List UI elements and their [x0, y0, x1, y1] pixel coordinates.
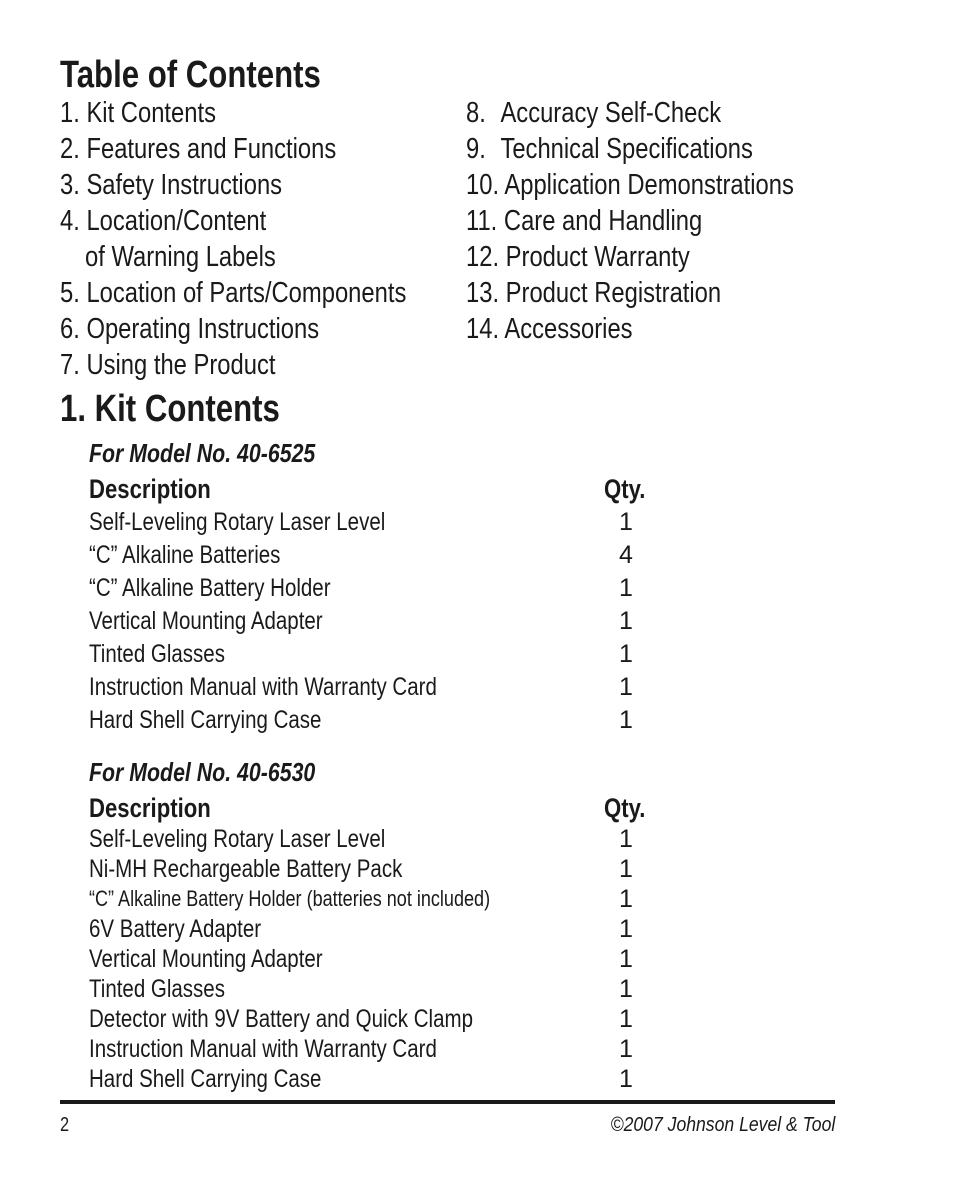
toc-item-product-registration[interactable]: 13. Product Registration	[466, 277, 722, 309]
list-item: Detector with 9V Battery and Quick Clamp 1	[89, 1005, 633, 1033]
list-item: Self-Leveling Rotary Laser Level 1	[89, 508, 633, 536]
toc-item-kit-contents[interactable]: 1. Kit Contents	[60, 97, 216, 129]
toc-item-operating-instructions[interactable]: 6. Operating Instructions	[60, 313, 320, 345]
kit-contents-title: 1. Kit Contents	[60, 388, 280, 430]
list-item: Instruction Manual with Warranty Card 1	[89, 1035, 633, 1063]
model-6525-heading: For Model No. 40-6525	[89, 438, 316, 468]
toc-item-using-the-product[interactable]: 7. Using the Product	[60, 349, 276, 381]
list-item: “C” Alkaline Battery Holder 1	[89, 574, 633, 602]
list-item: Hard Shell Carrying Case 1	[89, 706, 633, 734]
description-column-header: Description	[89, 474, 211, 504]
toc-item-location-of-parts[interactable]: 5. Location of Parts/Components	[60, 277, 407, 309]
toc-item-location-content[interactable]: 4. Location/Content	[60, 205, 267, 237]
model-6530-heading: For Model No. 40-6530	[89, 757, 316, 787]
qty-column-header: Qty.	[604, 474, 646, 504]
toc-item-safety-instructions[interactable]: 3. Safety Instructions	[60, 169, 283, 201]
toc-item-product-warranty[interactable]: 12. Product Warranty	[466, 241, 690, 273]
list-item: Ni-MH Rechargeable Battery Pack 1	[89, 855, 633, 883]
description-column-header: Description	[89, 793, 211, 823]
copyright-notice: ©2007 Johnson Level & Tool	[610, 1114, 835, 1136]
toc-title: Table of Contents	[60, 54, 321, 96]
model-6530-item-list	[89, 824, 649, 1094]
page-number: 2	[60, 1114, 70, 1136]
toc-item-accuracy-self-check[interactable]: 8. Accuracy Self-Check	[466, 97, 722, 129]
list-item: Hard Shell Carrying Case 1	[89, 1065, 633, 1093]
qty-column-header: Qty.	[604, 793, 646, 823]
list-item: “C” Alkaline Batteries 4	[89, 541, 633, 569]
toc-item-accessories[interactable]: 14. Accessories	[466, 313, 633, 345]
list-item: Tinted Glasses 1	[89, 975, 633, 1003]
toc-item-application-demonstrations[interactable]: 10. Application Demonstrations	[466, 169, 794, 201]
list-item: “C” Alkaline Battery Holder (batteries not included) 1	[89, 885, 633, 913]
footer-divider	[60, 1100, 835, 1104]
toc-item-technical-specifications[interactable]: 9. Technical Specifications	[466, 133, 753, 165]
list-item: Vertical Mounting Adapter 1	[89, 945, 633, 973]
list-item: Tinted Glasses 1	[89, 640, 633, 668]
model-6525-item-list	[89, 506, 649, 737]
toc-item-warning-labels-continued[interactable]: of Warning Labels	[85, 241, 276, 273]
list-item: Instruction Manual with Warranty Card 1	[89, 673, 633, 701]
list-item: Self-Leveling Rotary Laser Level 1	[89, 825, 633, 853]
toc-right-column	[466, 95, 866, 347]
toc-item-care-and-handling[interactable]: 11. Care and Handling	[466, 205, 703, 237]
toc-item-features-and-functions[interactable]: 2. Features and Functions	[60, 133, 337, 165]
list-item: Vertical Mounting Adapter 1	[89, 607, 633, 635]
list-item: 6V Battery Adapter 1	[89, 915, 633, 943]
toc-left-column	[60, 95, 482, 383]
